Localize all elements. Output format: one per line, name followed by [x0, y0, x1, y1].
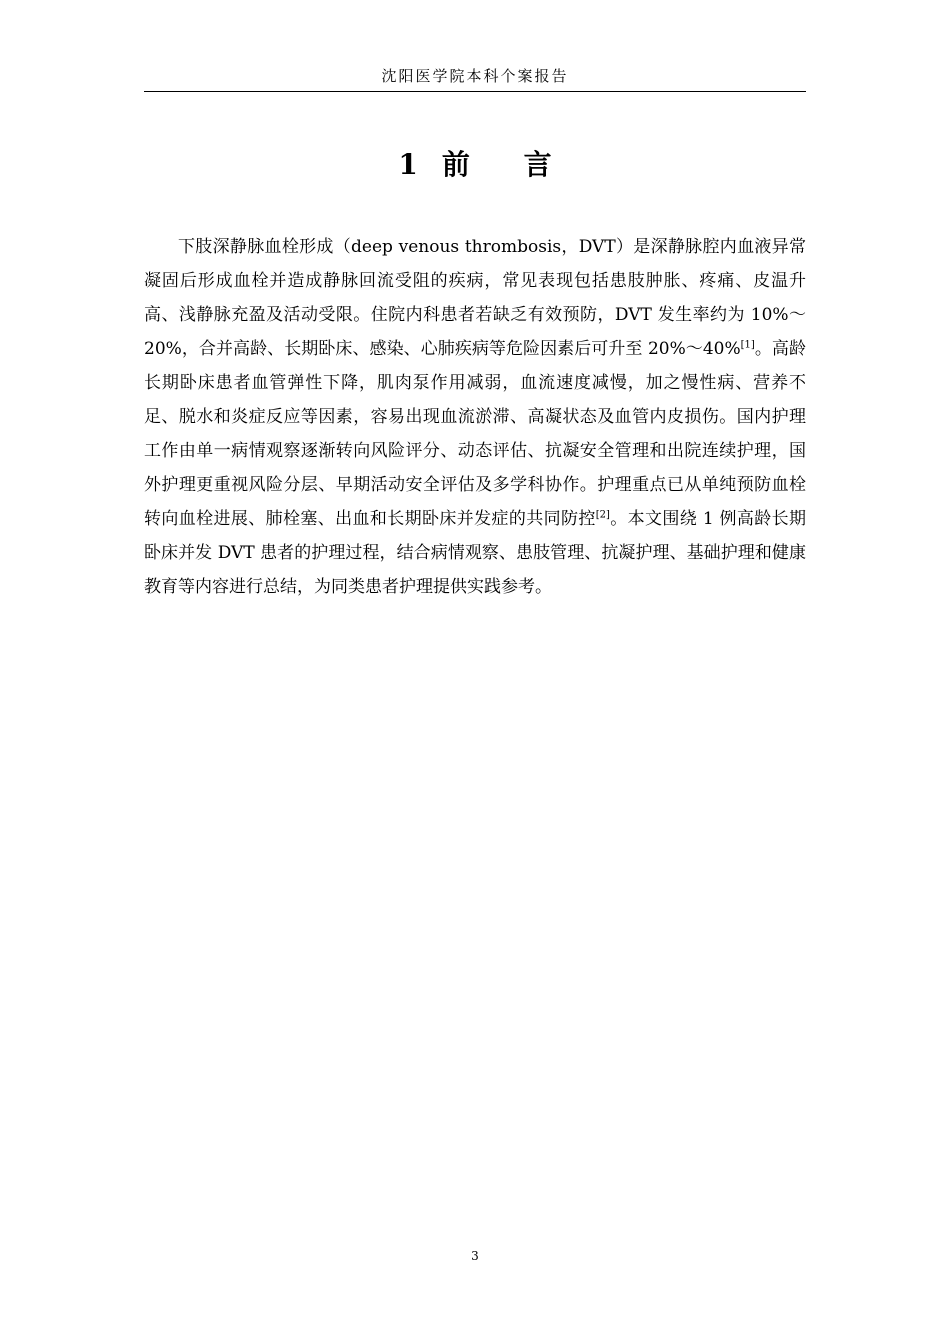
running-header: 沈阳医学院本科个案报告: [381, 67, 569, 85]
citation-ref-1: [1]: [740, 339, 755, 351]
body-paragraph: [144, 230, 806, 604]
chapter-number: 1: [398, 148, 418, 181]
chapter-heading: [0, 145, 950, 185]
chapter-title: 前 言: [441, 148, 574, 181]
page-number: 3: [471, 1249, 479, 1263]
header-rule: [144, 91, 806, 92]
paragraph-text-part-1: 下肢深静脉血栓形成（deep venous thrombosis，DVT）是深静脉腔内血液异常凝固后形成血栓并造成静脉回流受阻的疾病，常见表现包括患肢肿胀、疼痛、皮温升高、浅静脉充盈及活动受限。住院内科患者若缺乏有效预防，DVT 发生率约为 10%～20%，合并高龄、长期卧床、感染、心肺疾病等危险因素后可升至 20%～40%: [144, 237, 806, 359]
paragraph-text-part-2: 。高龄长期卧床患者血管弹性下降，肌肉泵作用减弱，血流速度减慢，加之慢性病、营养不足、脱水和炎症反应等因素，容易出现血流淤滞、高凝状态及血管内皮损伤。国内护理工作由单一病情观察逐渐转向风险评分、动态评估、抗凝安全管理和出院连续护理，国外护理更重视风险分层、早期活动安全评估及多学科协作。护理重点已从单纯预防血栓转向血栓进展、肺栓塞、出血和长期卧床并发症的共同防控: [144, 339, 806, 529]
citation-ref-2: [2]: [595, 509, 610, 521]
paragraph-text-part-3: 。本文围绕 1 例高龄长期卧床并发 DVT 患者的护理过程，结合病情观察、患肢管理、抗凝护理、基础护理和健康教育等内容进行总结，为同类患者护理提供实践参考。: [144, 509, 806, 597]
